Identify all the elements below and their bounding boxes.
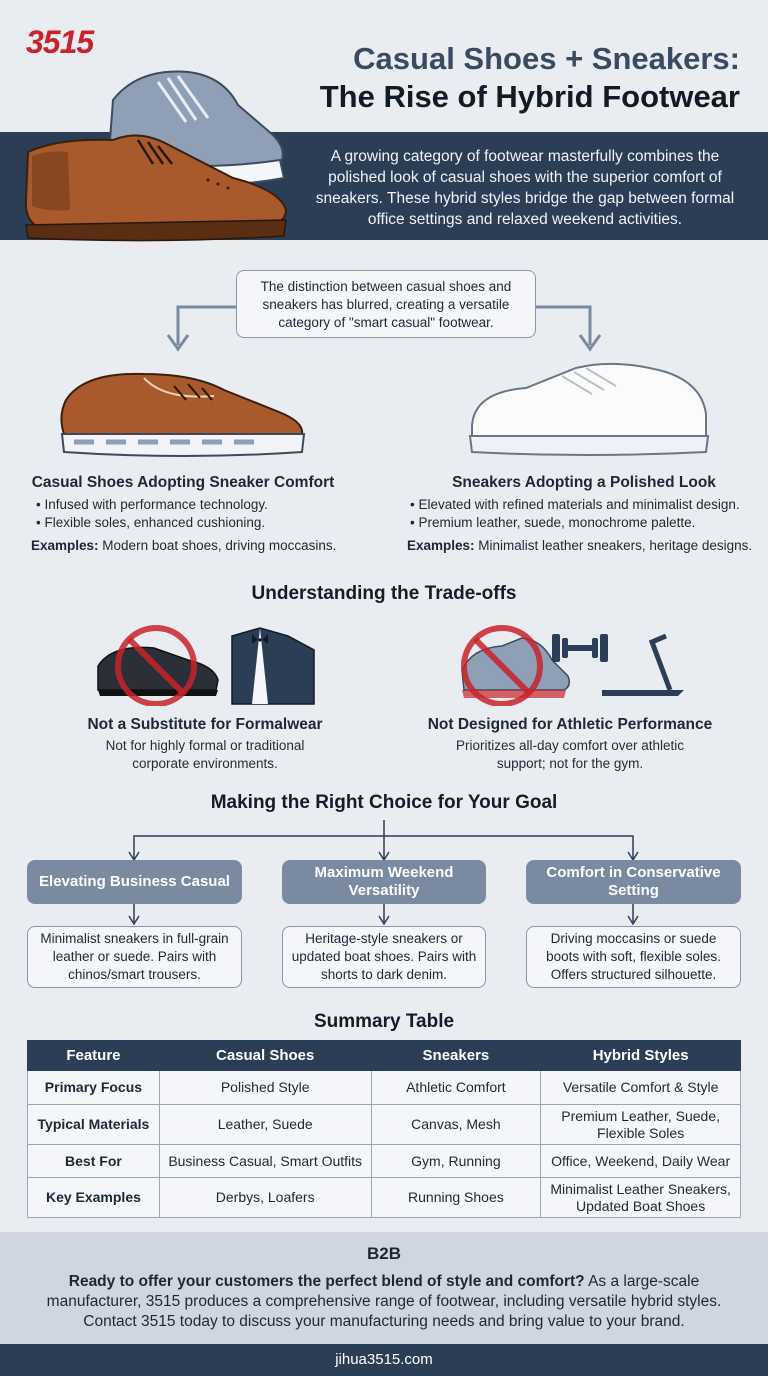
table-cell: Polished Style — [159, 1071, 371, 1105]
summary-table — [27, 1040, 741, 1218]
examples-text: Modern boat shoes, driving moccasins. — [98, 538, 337, 553]
page-title — [270, 40, 740, 116]
table-row — [28, 1145, 741, 1178]
rec-business-casual: Minimalist sneakers in full-grain leather or suede. Pairs with chinos/smart trousers. — [27, 926, 242, 988]
table-row — [28, 1105, 741, 1145]
table-cell: Athletic Comfort — [371, 1071, 541, 1105]
formalwear-illustration — [92, 620, 322, 706]
list-item: • Elevated with refined materials and minimalist design. — [410, 496, 760, 514]
table-cell: Minimalist Leather Sneakers, Updated Boat Shoes — [541, 1178, 741, 1218]
dumbbell-icon — [552, 634, 608, 662]
table-cell: Gym, Running — [371, 1145, 541, 1178]
table-cell: Leather, Suede — [159, 1105, 371, 1145]
blur-note: The distinction between casual shoes and sneakers has blurred, creating a versatile category of "smart casual" footwear. — [236, 270, 536, 338]
table-cell: Derbys, Loafers — [159, 1178, 371, 1218]
table-cell: Premium Leather, Suede, Flexible Soles — [541, 1105, 741, 1145]
b2b-text — [30, 1272, 738, 1332]
tradeoff-formal-title: Not a Substitute for Formalwear — [87, 716, 323, 733]
tradeoffs-heading: Understanding the Trade-offs — [251, 583, 517, 604]
row-header: Key Examples — [28, 1178, 160, 1218]
column-casual-bullets — [36, 496, 356, 532]
b2b-lead: Ready to offer your customers the perfect blend of style and comfort? — [68, 1273, 585, 1290]
footer-url-link[interactable]: jihua3515.com — [0, 1344, 768, 1376]
boat-shoe-icon — [54, 360, 308, 460]
list-item: • Infused with performance technology. — [36, 496, 356, 514]
hero-shoes-illustration — [18, 60, 298, 250]
list-item: • Flexible soles, enhanced cushioning. — [36, 514, 356, 532]
table-cell: Business Casual, Smart Outfits — [159, 1145, 371, 1178]
column-header: Hybrid Styles — [541, 1041, 741, 1071]
summary-heading: Summary Table — [313, 1011, 455, 1032]
list-item: • Premium leather, suede, monochrome palette. — [410, 514, 760, 532]
row-header: Primary Focus — [28, 1071, 160, 1105]
table-row — [28, 1178, 741, 1218]
row-header: Best For — [28, 1145, 160, 1178]
goal-conservative-setting: Comfort in Conservative Setting — [526, 860, 741, 904]
examples-label: Examples: — [31, 538, 99, 553]
column-sneaker-bullets — [410, 496, 760, 532]
table-header-row — [28, 1041, 741, 1071]
choice-heading: Making the Right Choice for Your Goal — [210, 792, 558, 813]
tuxedo-icon — [232, 628, 314, 704]
tradeoff-athletic-desc: Prioritizes all-day comfort over athletic support; not for the gym. — [455, 738, 685, 771]
examples-text: Minimalist leather sneakers, heritage designs. — [474, 538, 753, 553]
white-sneaker-icon — [466, 352, 712, 462]
brand-logo[interactable]: 3515 — [26, 24, 94, 60]
column-header: Feature — [28, 1041, 160, 1071]
row-header: Typical Materials — [28, 1105, 160, 1145]
table-cell: Canvas, Mesh — [371, 1105, 541, 1145]
title-line-1: Casual Shoes + Sneakers: — [353, 41, 740, 76]
column-sneaker-title: Sneakers Adopting a Polished Look — [452, 474, 716, 491]
table-cell: Versatile Comfort & Style — [541, 1071, 741, 1105]
table-cell: Running Shoes — [371, 1178, 541, 1218]
title-line-2: The Rise of Hybrid Footwear — [319, 79, 740, 114]
table-row — [28, 1071, 741, 1105]
rec-weekend-versatility: Heritage-style sneakers or updated boat shoes. Pairs with shorts to dark denim. — [282, 926, 486, 988]
examples-label: Examples: — [407, 538, 475, 553]
athletic-illustration — [452, 620, 688, 706]
tradeoff-athletic-title: Not Designed for Athletic Performance — [427, 716, 713, 733]
tradeoff-formal-desc: Not for highly formal or traditional corporate environments. — [105, 738, 305, 771]
column-sneaker-examples — [407, 538, 765, 553]
column-header: Casual Shoes — [159, 1041, 371, 1071]
intro-text: A growing category of footwear masterfully combines the polished look of casual shoes with the superior comfort of sneakers. These hybrid styles bridge the gap between formal office settings and relaxed weekend activities. — [315, 148, 735, 228]
b2b-title: B2B — [366, 1244, 401, 1263]
table-cell: Office, Weekend, Daily Wear — [541, 1145, 741, 1178]
b2b-section — [0, 1232, 768, 1344]
treadmill-icon — [602, 636, 684, 696]
column-header: Sneakers — [371, 1041, 541, 1071]
b2b-body: As a large-scale manufacturer, 3515 produces a comprehensive range of footwear, including versatile hybrid styles. Contact 3515 today to discuss your manufacturing needs and bring value to your brand. — [46, 1273, 722, 1330]
goal-business-casual: Elevating Business Casual — [27, 860, 242, 904]
column-casual-title: Casual Shoes Adopting Sneaker Comfort — [31, 474, 335, 491]
column-casual-examples — [31, 538, 361, 553]
goal-weekend-versatility: Maximum Weekend Versatility — [282, 860, 486, 904]
rec-conservative-setting: Driving moccasins or suede boots with soft, flexible soles. Offers structured silhouette. — [526, 926, 741, 988]
